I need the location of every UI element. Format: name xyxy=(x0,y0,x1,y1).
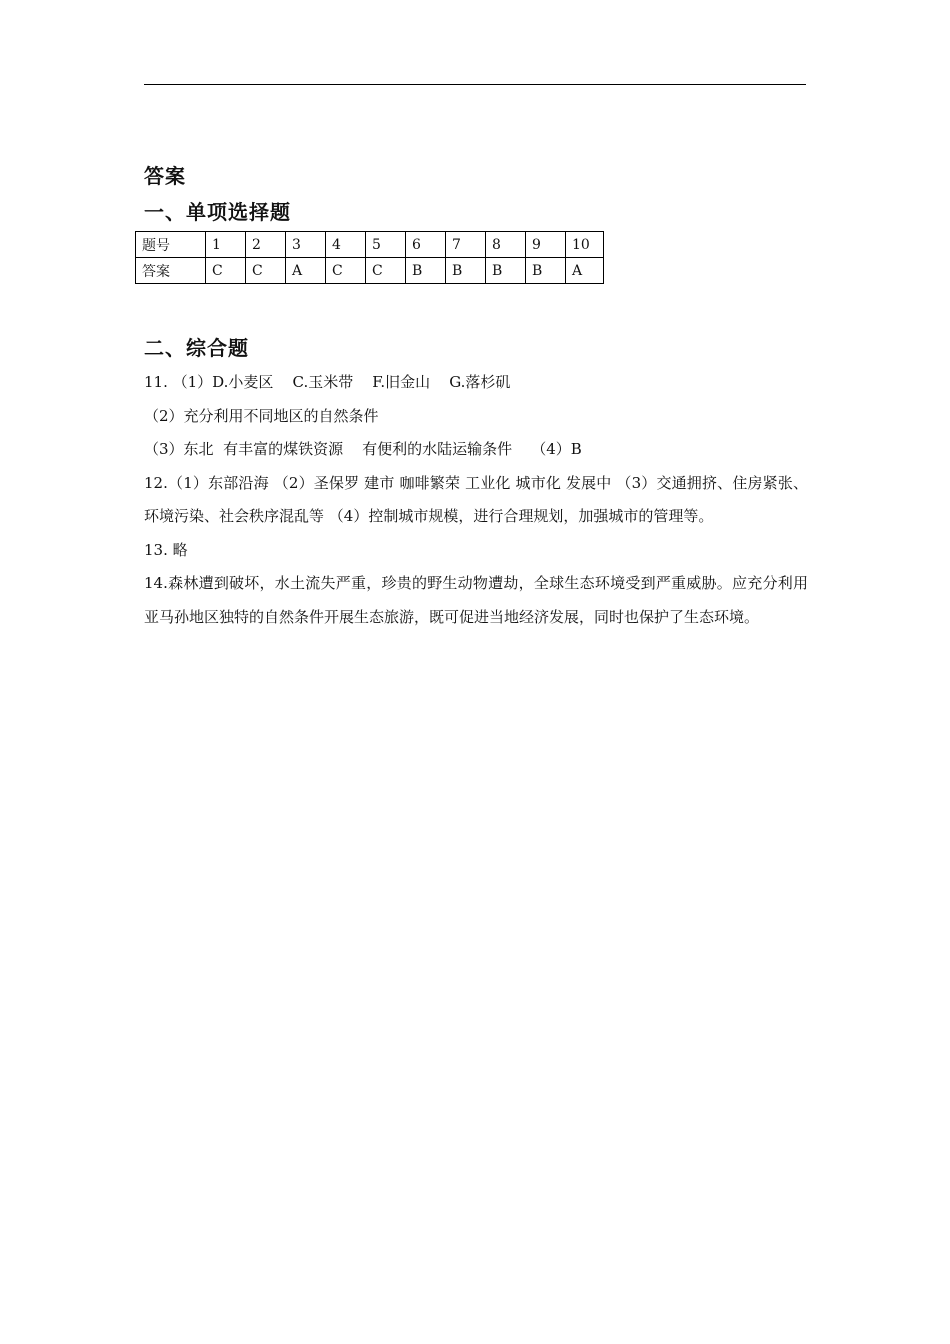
table-cell: 3 xyxy=(286,232,326,258)
answer-14: 14.森林遭到破坏，水土流失严重，珍贵的野生动物遭劫，全球生态环境受到严重威胁。应充分利用亚马孙地区独特的自然条件开展生态旅游，既可促进当地经济发展，同时也保护了生态环境。 xyxy=(144,574,808,626)
table-cell: 5 xyxy=(366,232,406,258)
table-cell: C xyxy=(326,258,366,284)
table-cell: 9 xyxy=(526,232,566,258)
section-heading-comprehensive: 二、综合题 xyxy=(144,336,249,360)
table-cell: A xyxy=(286,258,326,284)
answer-12: 12.（1）东部沿海 （2）圣保罗 建市 咖啡繁荣 工业化 城市化 发展中 （3）交通拥挤、住房紧张、环境污染、社会秩序混乱等 （4）控制城市规模，进行合理规划，加强城市的管理等。 xyxy=(144,473,808,525)
table-cell: C xyxy=(246,258,286,284)
table-cell: 2 xyxy=(246,232,286,258)
section-heading-single-choice: 一、单项选择题 xyxy=(144,200,291,224)
table-cell: 7 xyxy=(446,232,486,258)
answer-11-line-1: 11. （1）D.小麦区 C.玉米带 F.旧金山 G.落杉矶 xyxy=(144,373,511,391)
table-cell: B xyxy=(446,258,486,284)
row-label-answer: 答案 xyxy=(136,258,206,284)
table-cell: 4 xyxy=(326,232,366,258)
table-cell: A xyxy=(566,258,604,284)
answer-11-line-3: （3）东北 有丰富的煤铁资源 有便利的水陆运输条件 （4）B xyxy=(144,440,582,458)
answer-11-line-2: （2）充分利用不同地区的自然条件 xyxy=(144,406,379,425)
comprehensive-answers xyxy=(144,366,808,634)
table-row-answers xyxy=(136,258,604,284)
row-label-number: 题号 xyxy=(136,232,206,258)
document-title: 答案 xyxy=(144,164,186,188)
table-cell: 1 xyxy=(206,232,246,258)
table-cell: 10 xyxy=(566,232,604,258)
table-cell: B xyxy=(486,258,526,284)
answer-table xyxy=(135,231,604,284)
answer-13: 13. 略 xyxy=(144,540,188,559)
header-rule xyxy=(144,84,806,85)
table-cell: B xyxy=(526,258,566,284)
table-cell: C xyxy=(366,258,406,284)
table-cell: 6 xyxy=(406,232,446,258)
table-row-numbers xyxy=(136,232,604,258)
table-cell: B xyxy=(406,258,446,284)
table-cell: C xyxy=(206,258,246,284)
table-cell: 8 xyxy=(486,232,526,258)
